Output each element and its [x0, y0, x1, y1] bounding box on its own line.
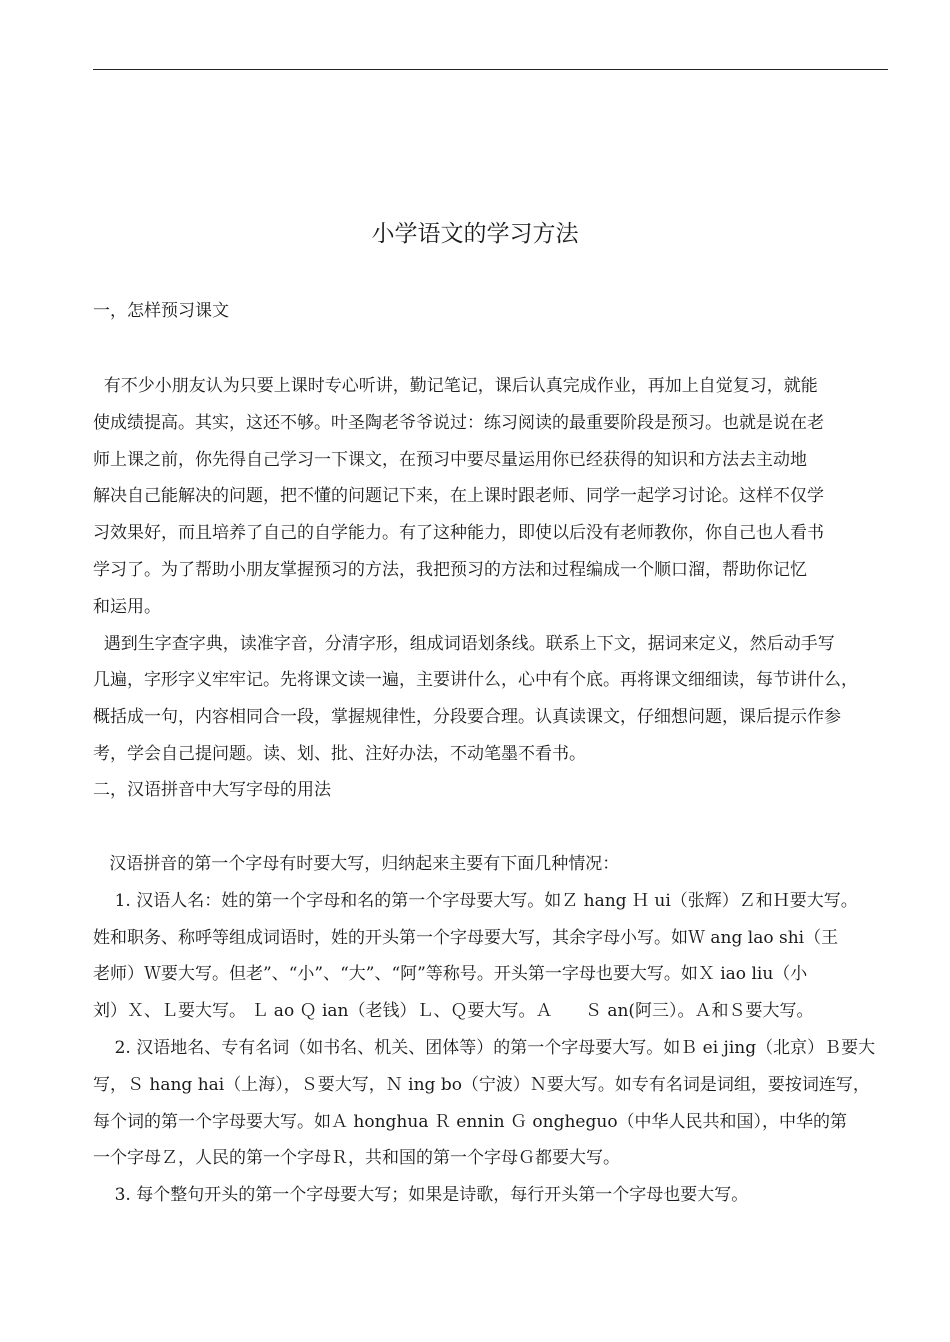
text-line: 写，Ｓ hang hai（上海），Ｓ要大写，Ｎ ing bo（宁波）Ｎ要大写。如专有名词是词组，要按词连写，	[93, 1074, 870, 1095]
text-line: 一个字母Ｚ，人民的第一个字母Ｒ，共和国的第一个字母Ｇ都要大写。	[93, 1148, 620, 1169]
section-heading-pinyin: 二，汉语拼音中大写字母的用法	[93, 780, 331, 800]
text-line: 几遍，字形字义牢牢记。先将课文读一遍，主要讲什么，心中有个底。再将课文细细读，每节讲什么，	[93, 670, 858, 691]
section-heading-preview: 一，怎样预习课文	[93, 301, 229, 321]
text-line: 学习了。为了帮助小朋友掌握预习的方法，我把预习的方法和过程编成一个顺口溜，帮助你记忆	[93, 559, 807, 580]
text-line: 汉语拼音的第一个字母有时要大写，归纳起来主要有下面几种情况：	[93, 854, 620, 874]
text-line: 概括成一句，内容相同合一段，掌握规律性，分段要合理。认真读课文，仔细想问题，课后提示作参	[93, 707, 841, 728]
text-line: 和运用。	[93, 596, 161, 617]
preview-paragraph	[93, 368, 893, 773]
text-line: 习效果好，而且培养了自己的自学能力。有了这种能力，即使以后没有老师教你，你自己也人看书	[93, 523, 824, 544]
text-line: 考，学会自己提问题。读、划、批、注好办法，不动笔墨不看书。	[93, 743, 586, 764]
text-line: 解决自己能解决的问题，把不懂的问题记下来，在上课时跟老师、同学一起学习讨论。这样不仅学	[93, 486, 824, 507]
text-line: 3. 每个整句开头的第一个字母要大写；如果是诗歌，每行开头第一个字母也要大写。	[93, 1185, 749, 1206]
text-line: 有不少小朋友认为只要上课时专心听讲，勤记笔记，课后认真完成作业，再加上自觉复习，就能	[93, 376, 818, 396]
text-line: 师上课之前，你先得自己学习一下课文，在预习中要尽量运用你已经获得的知识和方法去主动地	[93, 449, 807, 470]
text-line: 1. 汉语人名：姓的第一个字母和名的第一个字母要大写。如Ｚ hang Ｈ ui（张辉）Ｚ和Ｈ要大写。	[93, 890, 858, 911]
pinyin-paragraph	[93, 846, 893, 1214]
header-rule	[93, 69, 888, 70]
text-line: 使成绩提高。其实，这还不够。叶圣陶老爷爷说过：练习阅读的最重要阶段是预习。也就是说在老	[93, 412, 824, 433]
text-line: 遇到生字查字典，读准字音，分清字形，组成词语划条线。联系上下文，据词来定义，然后动手写	[93, 633, 835, 654]
text-line: 姓和职务、称呼等组成词语时，姓的开头第一个字母要大写，其余字母小写。如Ｗ ang lao shi（王	[93, 927, 839, 948]
text-line: 刘）Ｘ、Ｌ要大写。 Ｌ ao Ｑ ian（老钱）Ｌ、Ｑ要大写。Ａ Ｓ an(阿三）。Ａ和Ｓ要大写。	[93, 1001, 814, 1022]
text-line: 老师）Ｗ要大写。但老”、“小”、“大”、“阿”等称号。开头第一字母也要大写。如Ｘ iao liu（小	[93, 964, 808, 985]
text-line: 每个词的第一个字母要大写。如Ａ honghua Ｒ ennin Ｇ ongheguo（中华人民共和国），中华的第	[93, 1111, 848, 1132]
page-title: 小学语文的学习方法	[371, 221, 579, 247]
text-line: 2. 汉语地名、专有名词（如书名、机关、团体等）的第一个字母要大写。如Ｂ ei jing（北京）Ｂ要大	[93, 1037, 876, 1058]
